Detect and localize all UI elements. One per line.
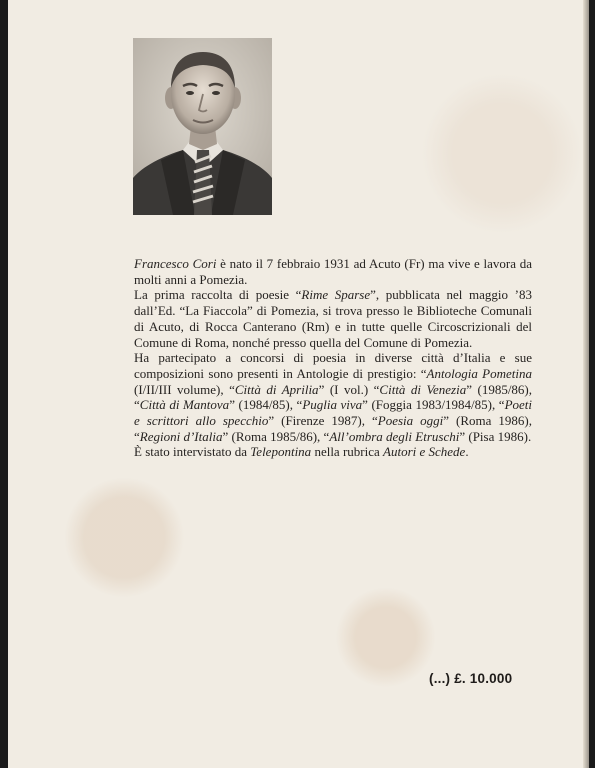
author-photo <box>133 38 272 215</box>
page-edge <box>583 0 589 768</box>
anthology-title: Poeti e scrittori allo specchio <box>134 397 532 429</box>
broadcaster-name: Telepontina <box>250 444 312 460</box>
book-title: Rime Sparse <box>301 287 371 303</box>
anthology-title: Città di Aprilia <box>234 381 319 397</box>
price-label: (...) £. 10.000 <box>429 671 513 686</box>
anthology-title: Puglia viva <box>302 397 363 413</box>
anthology-title: Antologia Pometina <box>426 365 532 381</box>
bio-paragraph-1: Francesco Cori è nato il 7 febbraio 1931 ad Acuto (Fr) ma vive e lavora da molti anni a Pomezia. <box>134 256 532 287</box>
anthology-title: All’ombra degli Etruschi <box>329 428 460 444</box>
author-name: Francesco Cori <box>134 256 217 271</box>
program-name: Autori e Schede <box>383 444 466 460</box>
author-biography <box>134 256 532 460</box>
anthology-title: Poesia oggi <box>377 413 444 429</box>
anthology-title: Regioni d’Italia <box>139 428 223 444</box>
back-cover <box>8 0 589 768</box>
bio-paragraph-3: Ha partecipato a concorsi di poesia in diverse città d’Italia e sue composizioni sono presenti in Antologie di prestigio: “Antologia Pometina (I/II/III volume), “Città di Aprilia” (I vol.) “Città di Venezia” (1985/86), “Città di Mantova” (1984/85), “Puglia viva” (Foggia 1983/1984/85), “Poeti e scrittori allo specchio” (Firenze 1987), “Poesia oggi” (Roma 1986), “Regioni d’Italia” (Roma 1985/86), “All’ombra degli Etruschi” (Pisa 1986). <box>134 350 533 444</box>
anthology-title: Città di Mantova <box>139 397 230 413</box>
bio-paragraph-4: È stato intervistato da Telepontina nella rubrica Autori e Schede. <box>134 444 469 460</box>
anthology-title: Città di Venezia <box>379 381 467 397</box>
bio-paragraph-2: La prima raccolta di poesie “Rime Sparse”, pubblicata nel maggio ’83 dall’Ed. “La Fiaccola” di Pomezia, si trova presso le Biblioteche Comunali di Acuto, di Rocca Canterano (Rm) e in tutte quelle Circoscrizionali del Comune di Roma, nonché presso quella del Comune di Pomezia. <box>134 287 532 350</box>
